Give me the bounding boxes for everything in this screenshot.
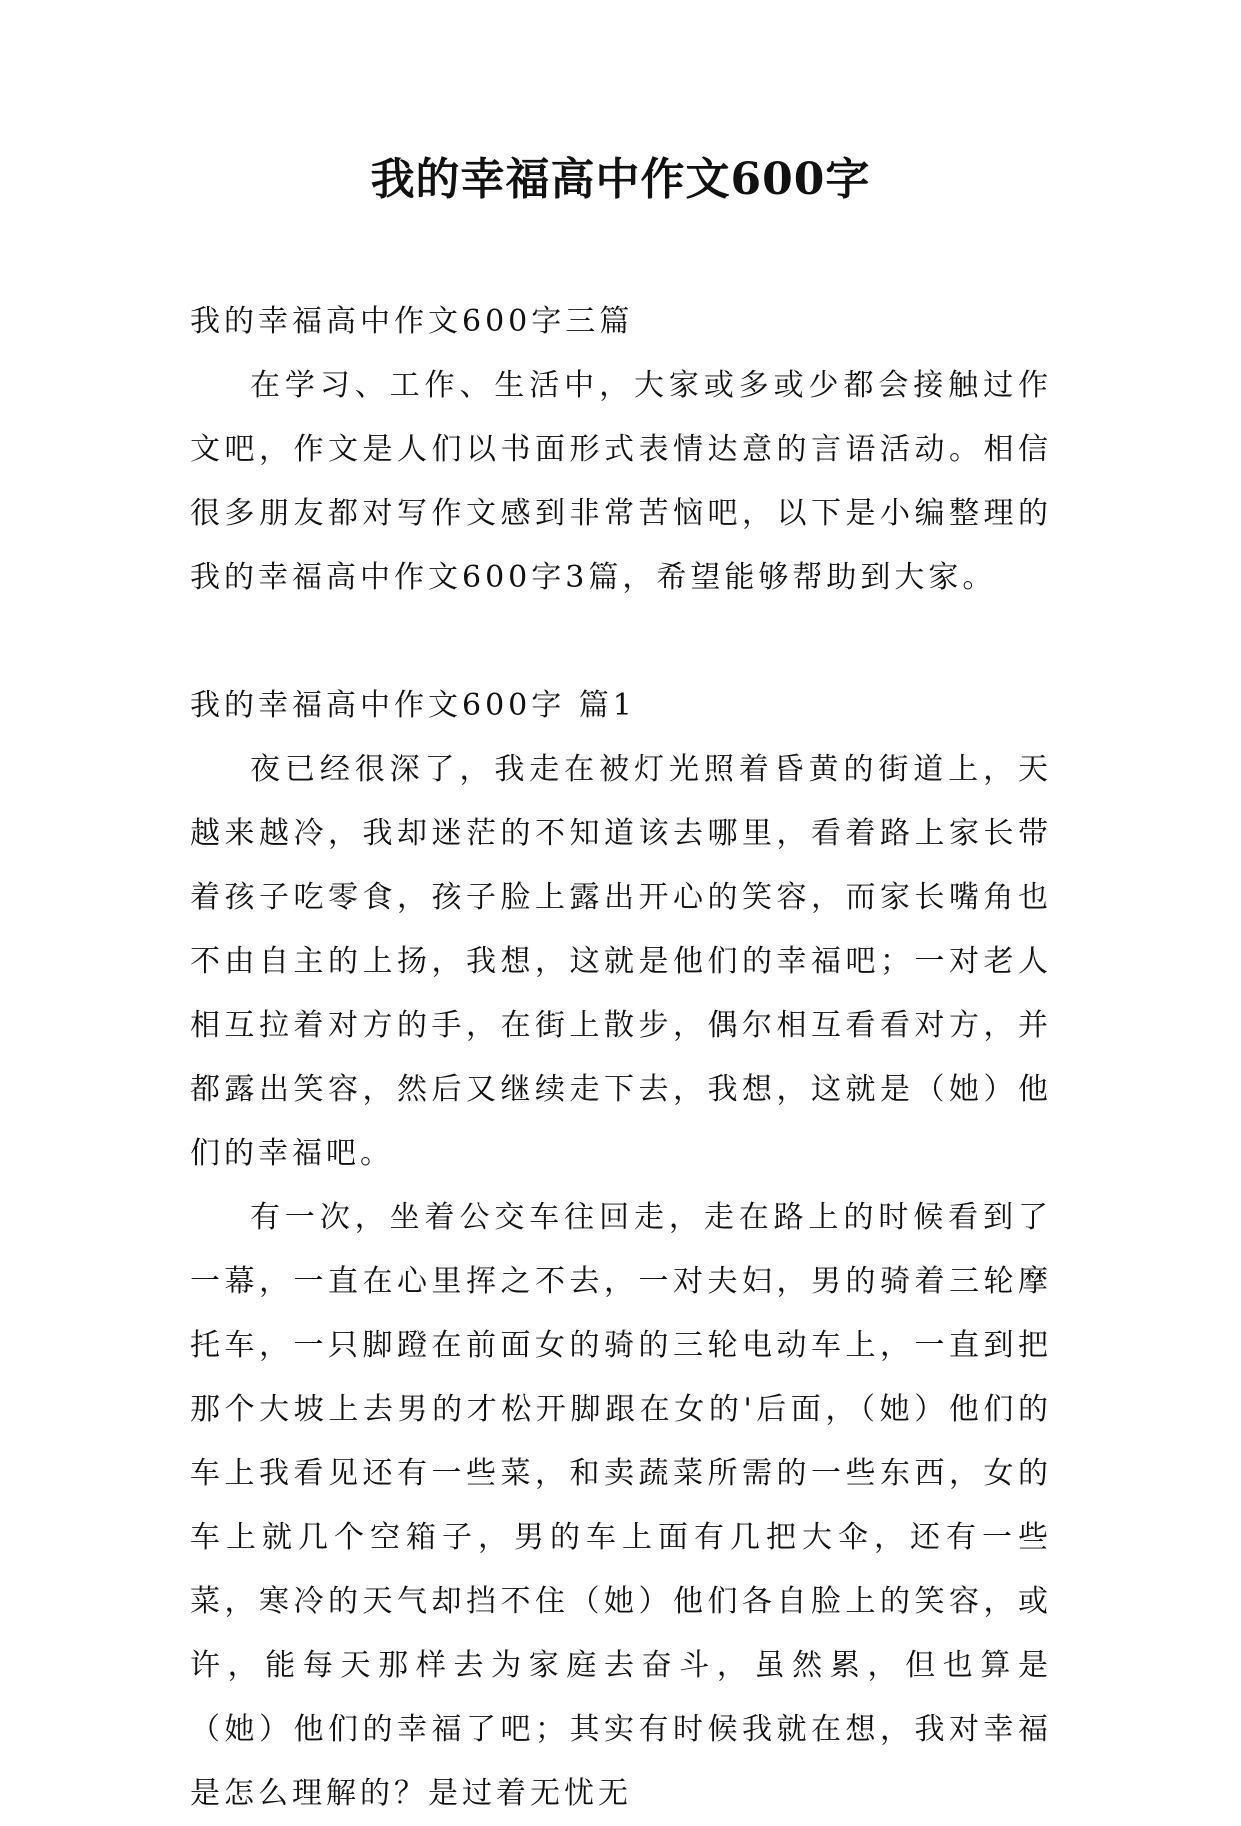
document-body xyxy=(190,290,1052,1826)
section1-heading: 我的幸福高中作文600字 篇1 xyxy=(190,688,636,723)
intro-paragraph: 在学习、工作、生活中，大家或多或少都会接触过作文吧，作文是人们以书面形式表情达意的言语活动。相信很多朋友都对写作文感到非常苦恼吧，以下是小编整理的我的幸福高中作文600字3篇，希望能够帮助到大家。 xyxy=(190,368,1052,595)
section1-paragraph-2: 有一次，坐着公交车往回走，走在路上的时候看到了一幕，一直在心里挥之不去，一对夫妇，男的骑着三轮摩托车，一只脚蹬在前面女的骑的三轮电动车上，一直到把那个大坡上去男的才松开脚跟在女的'后面，（她）他们的车上我看见还有一些菜，和卖蔬菜所需的一些东西，女的车上就几个空箱子，男的车上面有几把大伞，还有一些菜，寒冷的天气却挡不住（她）他们各自脸上的笑容，或许，能每天那样去为家庭去奋斗，虽然累，但也算是（她）他们的幸福了吧；其实有时候我就在想，我对幸福是怎么理解的？是过着无忧无 xyxy=(190,1200,1052,1811)
intro-heading: 我的幸福高中作文600字三篇 xyxy=(190,304,634,339)
section1-paragraph-1: 夜已经很深了，我走在被灯光照着昏黄的街道上，天越来越冷，我却迷茫的不知道该去哪里，看着路上家长带着孩子吃零食，孩子脸上露出开心的笑容，而家长嘴角也不由自主的上扬，我想，这就是他们的幸福吧；一对老人相互拉着对方的手，在街上散步，偶尔相互看看对方，并都露出笑容，然后又继续走下去，我想，这就是（她）他们的幸福吧。 xyxy=(190,752,1052,1171)
document-title: 我的幸福高中作文600字 xyxy=(370,154,871,205)
section-spacer xyxy=(190,610,1052,674)
